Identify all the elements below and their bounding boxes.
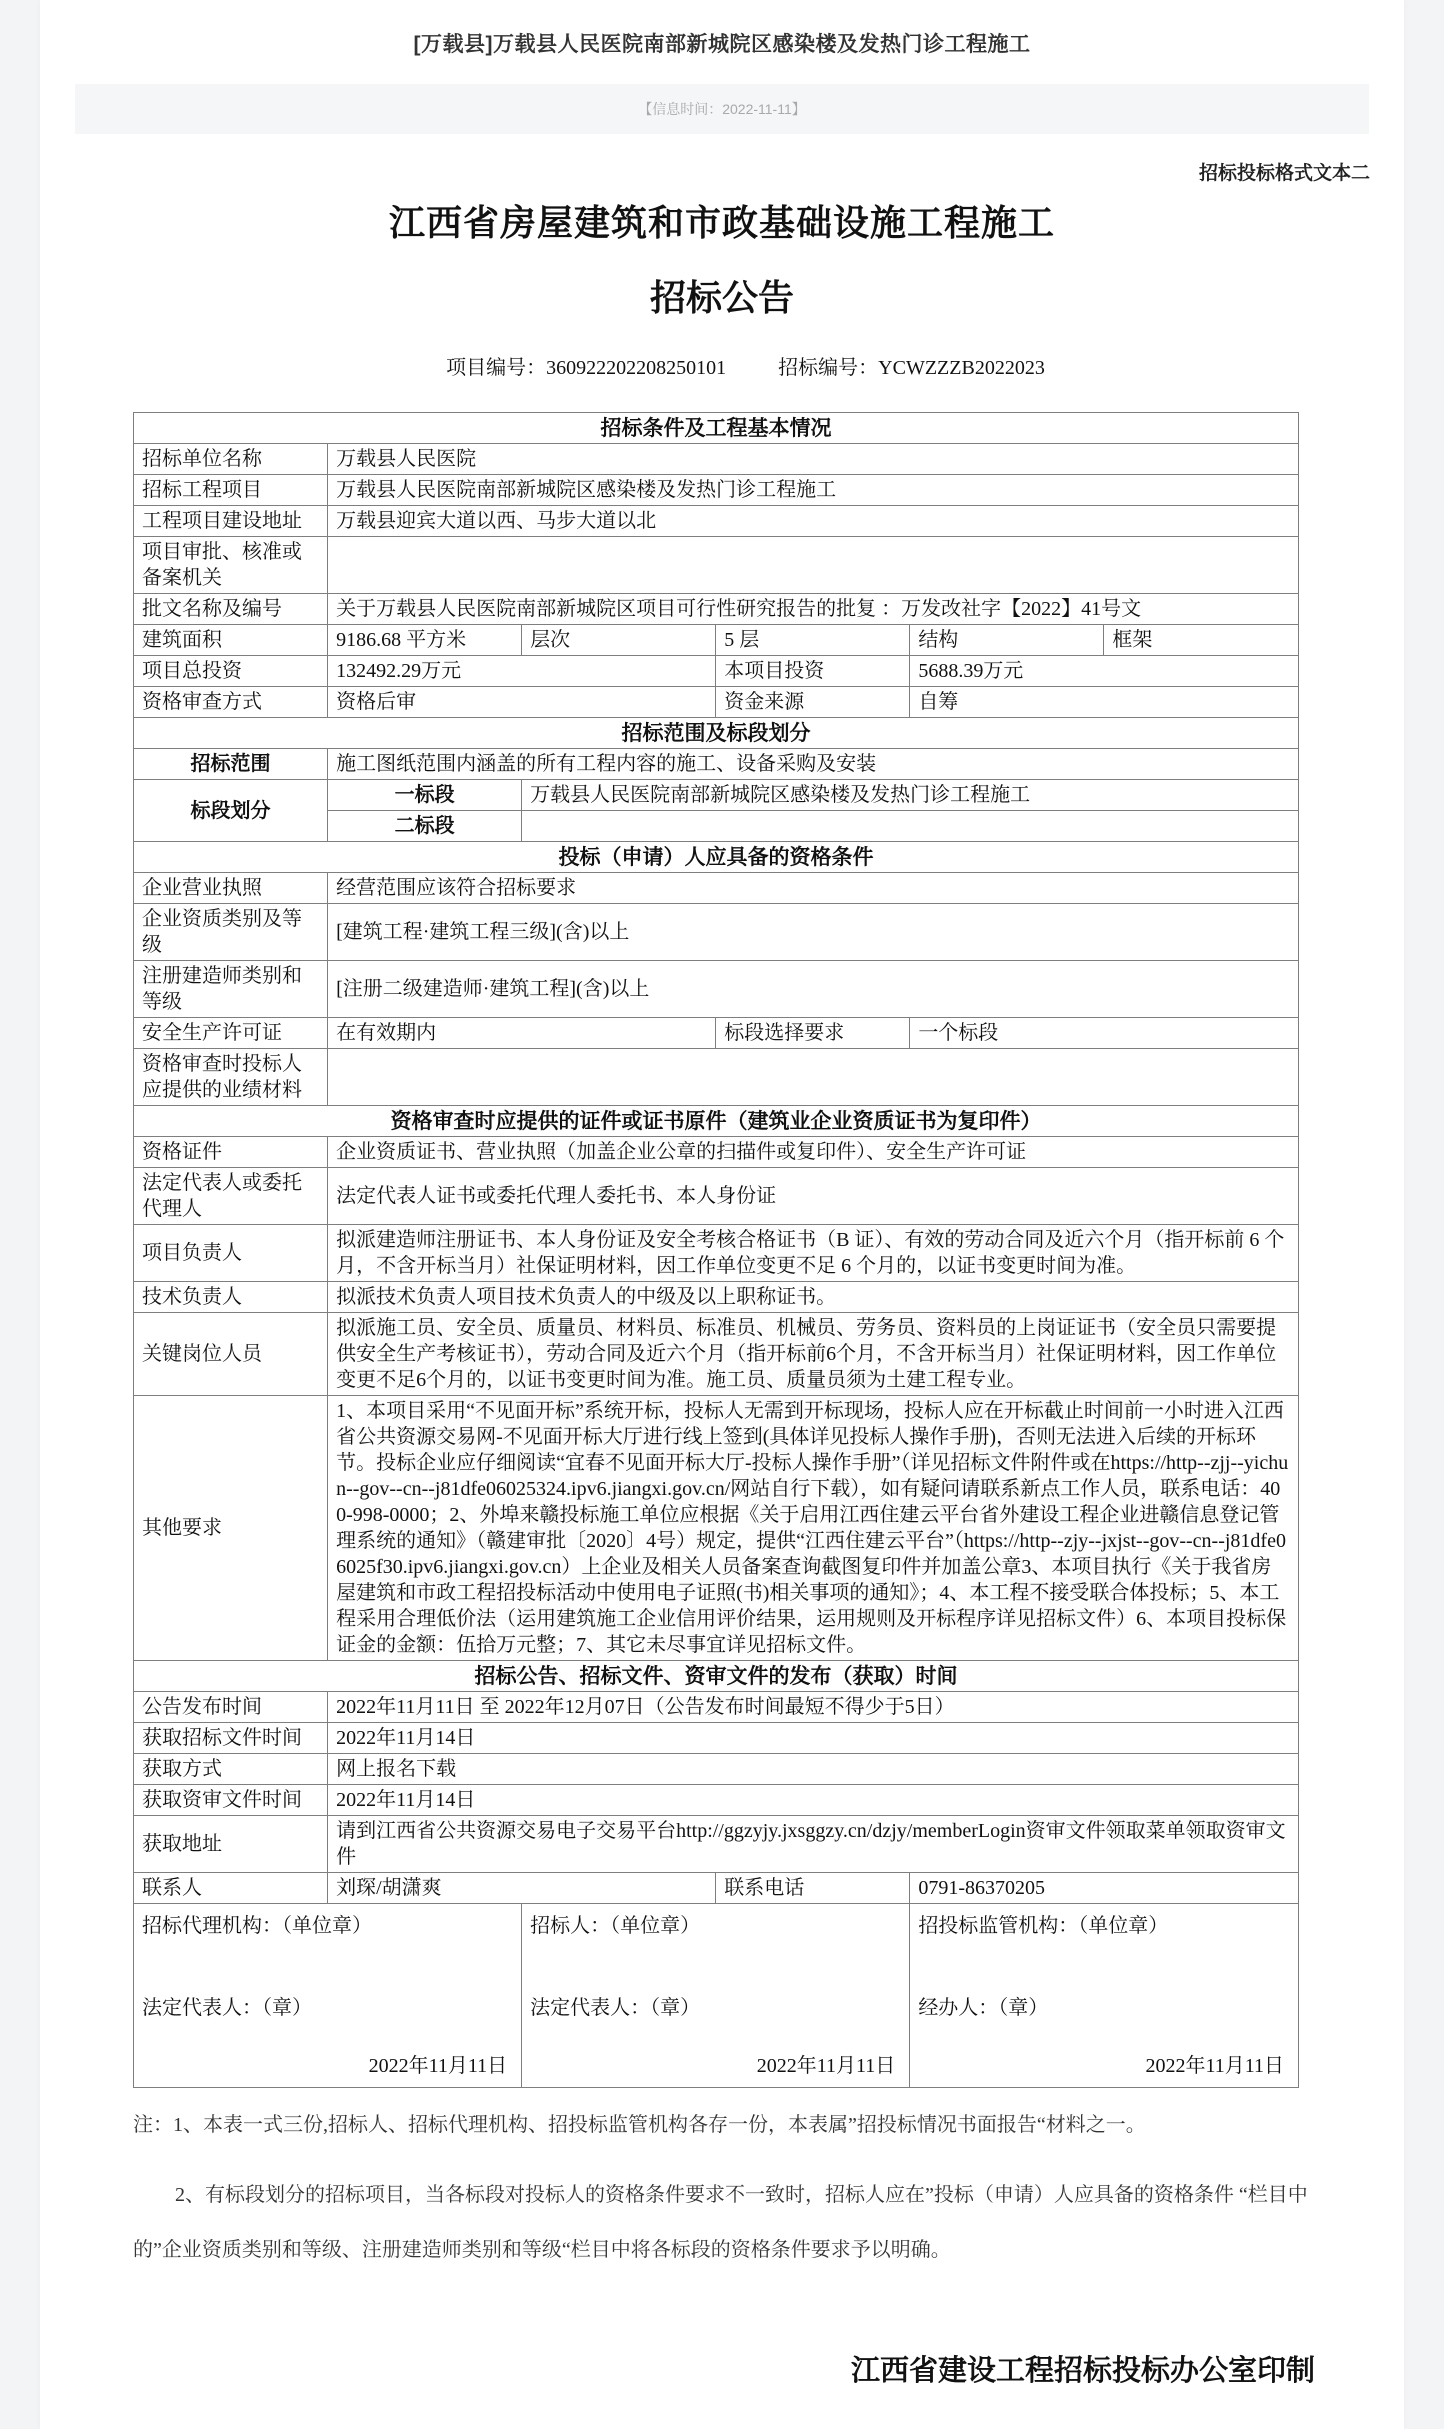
row-value: 框架 [1104,625,1299,656]
table-row [134,780,1299,811]
row-value [328,537,1299,594]
row-value: 0791-86370205 [910,1873,1299,1904]
row-label: 资金来源 [716,687,910,718]
row-value: 法定代表人证书或委托代理人委托书、本人身份证 [328,1168,1299,1225]
section-header-qualification: 投标（申请）人应具备的资格条件 [134,842,1299,873]
row-label: 标段划分 [134,780,328,842]
table-row [134,475,1299,506]
row-label: 项目总投资 [134,656,328,687]
table-row [134,1396,1299,1661]
row-value: 万载县人民医院南部新城院区感染楼及发热门诊工程施工 [328,475,1299,506]
bid-number: 招标编号：YCWZZZB2022023 [778,357,1045,379]
row-value: 9186.68 平方米 [328,625,522,656]
row-value: 万载县人民医院南部新城院区感染楼及发热门诊工程施工 [522,780,1299,811]
row-label: 工程项目建设地址 [134,506,328,537]
notes-block [133,2110,1333,2278]
row-value: 在有效期内 [328,1018,716,1049]
row-label: 联系人 [134,1873,328,1904]
page-title: [万载县]万载县人民医院南部新城院区感染楼及发热门诊工程施工 [413,33,1031,56]
table-row [134,1692,1299,1723]
row-label: 结构 [910,625,1104,656]
row-value: 拟派技术负责人项目技术负责人的中级及以上职称证书。 [328,1282,1299,1313]
table-row [134,594,1299,625]
row-label: 资格审查时投标人应提供的业绩材料 [134,1049,328,1106]
signature-agency-title: 招标代理机构：（单位章） [142,1914,372,1937]
table-row [134,1816,1299,1873]
signature-agency-date: 2022年11月11日 [368,2054,508,2077]
row-value: 拟派施工员、安全员、质量员、材料员、标准员、机械员、劳务员、资料员的上岗证证书（安全员只需要提供安全生产考核证书），劳动合同及近六个月（指开标前6个月，不含开标当月）社保证明材料，因工作单位变更不足6个月的，以证书变更时间为准。施工员、质量员须为土建工程专业。 [328,1313,1299,1396]
row-value: 2022年11月14日 [328,1723,1299,1754]
row-label: 获取资审文件时间 [134,1785,328,1816]
row-value: 万载县人民医院 [328,444,1299,475]
table-row [134,506,1299,537]
table-row [134,1873,1299,1904]
row-value: 2022年11月11日 至 2022年12月07日（公告发布时间最短不得少于5日） [328,1692,1299,1723]
document-page [40,0,1404,2429]
row-value: 刘琛/胡潇爽 [328,1873,716,1904]
code-line [40,351,1404,380]
table-row [134,413,1299,444]
row-label: 项目负责人 [134,1225,328,1282]
signature-tenderee-date: 2022年11月11日 [756,2054,896,2077]
table-row [134,1754,1299,1785]
section-header-schedule: 招标公告、招标文件、资审文件的发布（获取）时间 [134,1661,1299,1692]
row-label: 招标工程项目 [134,475,328,506]
table-row [134,656,1299,687]
row-label: 公告发布时间 [134,1692,328,1723]
table-row [134,1137,1299,1168]
signature-supervisor-title: 招投标监管机构：（单位章） [918,1914,1169,1937]
row-value: [建筑工程·建筑工程三级](含)以上 [328,904,1299,961]
row-value [328,1049,1299,1106]
footer-printer: 江西省建设工程招标投标办公室印制 [850,2355,1315,2387]
row-value: 拟派建造师注册证书、本人身份证及安全考核合格证书（B 证）、有效的劳动合同及近六个月（指开标前 6 个月，不含开标当月）社保证明材料，因工作单位变更不足 6 个月的，以证书变更时间为准。 [328,1225,1299,1282]
signature-row [134,1904,1299,2088]
row-label: 批文名称及编号 [134,594,328,625]
table-row [134,1225,1299,1282]
signature-tenderee-title: 招标人：（单位章） [530,1914,701,1937]
row-label: 标段选择要求 [716,1018,910,1049]
row-label: 招标范围 [134,749,328,780]
table-row [134,1106,1299,1137]
format-label: 招标投标格式文本二 [1198,163,1370,184]
row-label: 项目审批、核准或备案机关 [134,537,328,594]
row-label: 其他要求 [134,1396,328,1661]
table-row [134,961,1299,1018]
signature-agency-rep: 法定代表人：（章） [142,1996,312,2019]
table-row [134,1661,1299,1692]
row-value: 5688.39万元 [910,656,1299,687]
row-value: 5 层 [716,625,910,656]
row-value: 132492.29万元 [328,656,716,687]
doc-subtitle: 招标公告 [649,278,794,318]
info-time: 【信息时间：2022-11-11】 [638,101,806,117]
row-label: 企业资质类别及等级 [134,904,328,961]
row-label: 法定代表人或委托代理人 [134,1168,328,1225]
section-header-scope: 招标范围及标段划分 [134,718,1299,749]
row-value: 万载县迎宾大道以西、马步大道以北 [328,506,1299,537]
row-label: 层次 [522,625,716,656]
main-table [133,412,1299,2088]
table-row [134,718,1299,749]
table-row [134,873,1299,904]
row-label: 招标单位名称 [134,444,328,475]
row-value: 资格后审 [328,687,716,718]
row-sublabel: 二标段 [328,811,522,842]
row-value: [注册二级建造师·建筑工程](含)以上 [328,961,1299,1018]
table-row [134,1049,1299,1106]
table-row [134,1313,1299,1396]
table-row [134,749,1299,780]
row-label: 资格审查方式 [134,687,328,718]
table-row [134,1723,1299,1754]
signature-agency [134,1904,522,2088]
table-row [134,842,1299,873]
row-label: 获取地址 [134,1816,328,1873]
table-row [134,1282,1299,1313]
doc-title: 江西省房屋建筑和市政基础设施工程施工 [388,203,1055,243]
row-label: 企业营业执照 [134,873,328,904]
row-value: 请到江西省公共资源交易电子交易平台http://ggzyjy.jxsggzy.cn/dzjy/memberLogin资审文件领取菜单领取资审文件 [328,1816,1299,1873]
note-2: 2、有标段划分的招标项目，当各标段对投标人的资格条件要求不一致时，招标人应在”投标（申请）人应具备的资格条件 “栏目中的”企业资质类别和等级、注册建造师类别和等级“栏目中将各标段的资格条件要求予以明确。 [133,2184,1308,2261]
section-header-certificates: 资格审查时应提供的证件或证书原件（建筑业企业资质证书为复印件） [134,1106,1299,1137]
row-label: 技术负责人 [134,1282,328,1313]
section-header-basic: 招标条件及工程基本情况 [134,413,1299,444]
row-label: 注册建造师类别和等级 [134,961,328,1018]
signature-supervisor-date: 2022年11月11日 [1145,2054,1284,2077]
info-time-band [75,84,1369,134]
row-label: 资格证件 [134,1137,328,1168]
row-label: 建筑面积 [134,625,328,656]
table-row [134,444,1299,475]
row-value: 经营范围应该符合招标要求 [328,873,1299,904]
project-number: 项目编号：360922202208250101 [446,357,727,379]
row-value: 企业资质证书、营业执照（加盖企业公章的扫描件或复印件）、安全生产许可证 [328,1137,1299,1168]
row-value: 施工图纸范围内涵盖的所有工程内容的施工、设备采购及安装 [328,749,1299,780]
row-value: 一个标段 [910,1018,1299,1049]
table-row [134,1168,1299,1225]
row-label: 本项目投资 [716,656,910,687]
table-row [134,625,1299,656]
table-row [134,537,1299,594]
row-label: 获取招标文件时间 [134,1723,328,1754]
row-value: 自筹 [910,687,1299,718]
row-value [522,811,1299,842]
table-row [134,687,1299,718]
row-value: 网上报名下载 [328,1754,1299,1785]
table-row [134,1785,1299,1816]
signature-supervisor [910,1904,1299,2088]
row-label: 联系电话 [716,1873,910,1904]
signature-tenderee [522,1904,910,2088]
row-label: 获取方式 [134,1754,328,1785]
table-row [134,904,1299,961]
row-value: 1、本项目采用“不见面开标”系统开标，投标人无需到开标现场，投标人应在开标截止时间前一小时进入江西省公共资源交易网-不见面开标大厅进行线上签到(具体详见投标人操作手册)，否则无法进入后续的开标环节。投标企业应仔细阅读“宜春不见面开标大厅-投标人操作手册”（详见招标文件附件或在https://http--zjj--yichun--gov--cn--j81dfe06025324.ipv6.jiangxi.gov.cn/网站自行下载），如有疑问请联系新点工作人员，联系电话：400-998-0000；2、外埠来赣投标施工单位应根据《关于启用江西住建云平台省外建设工程企业进赣信息登记管理系统的通知》（赣建审批〔2020〕4号）规定，提供“江西住建云平台”（https://http--zjy--jxjst--gov--cn--j81dfe06025f30.ipv6.jiangxi.gov.cn）上企业及相关人员备案查询截图复印件并加盖公章3、本项目执行《关于我省房屋建筑和市政工程招投标活动中使用电子证照(书)相关事项的通知》；4、本工程不接受联合体投标；5、本工程采用合理低价法（运用建筑施工企业信用评价结果，运用规则及开标程序详见招标文件）6、本项目投标保证金的金额：伍拾万元整；7、其它未尽事宜详见招标文件。 [328,1396,1299,1661]
note-1: 注：1、本表一式三份,招标人、招标代理机构、招投标监管机构各存一份，本表属”招投标情况书面报告“材料之一。 [133,2114,1146,2136]
row-label: 安全生产许可证 [134,1018,328,1049]
row-value: 关于万载县人民医院南部新城院区项目可行性研究报告的批复 ：万发改社字【2022】41号文 [328,594,1299,625]
row-sublabel: 一标段 [328,780,522,811]
table-row [134,1018,1299,1049]
signature-supervisor-rep: 经办人：（章） [918,1996,1049,2019]
row-value: 2022年11月14日 [328,1785,1299,1816]
row-label: 关键岗位人员 [134,1313,328,1396]
signature-tenderee-rep: 法定代表人：（章） [530,1996,701,2019]
